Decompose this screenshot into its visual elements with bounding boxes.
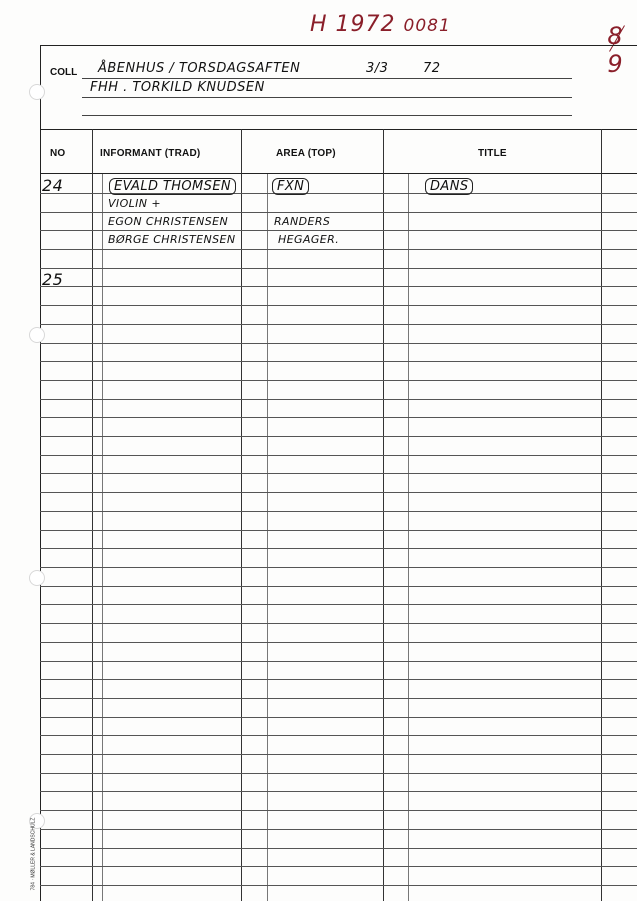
column-divider [383, 129, 384, 901]
entry-informant: EVALD THOMSEN [109, 178, 236, 195]
row-line [40, 417, 637, 418]
column-divider [241, 129, 242, 901]
archive-number-suffix: 0081 [403, 16, 451, 36]
column-header-informant: INFORMANT (TRAD) [100, 148, 201, 159]
row-line [40, 492, 637, 493]
row-line [40, 623, 637, 624]
row-line [40, 548, 637, 549]
row-line [40, 810, 637, 811]
entry-number: 24 [42, 176, 64, 195]
row-line [40, 230, 637, 231]
punch-hole [29, 570, 45, 586]
printer-imprint-text: 784 · MØLLER & LANDSCHULZ [30, 817, 37, 891]
coll-date: 3/3 [366, 61, 389, 76]
row-line [40, 455, 637, 456]
coll-underline [82, 97, 572, 98]
column-header-area: AREA (TOP) [276, 148, 336, 159]
header-bottom-line [40, 173, 637, 174]
row-line [40, 343, 637, 344]
row-line [40, 268, 637, 269]
row-line [40, 380, 637, 381]
row-line [40, 305, 637, 306]
row-line [40, 754, 637, 755]
row-line [40, 604, 637, 605]
coll-underline [82, 78, 572, 79]
coll-underline [82, 115, 572, 116]
row-line [40, 286, 637, 287]
sheet-number [598, 22, 632, 78]
row-line [40, 848, 637, 849]
row-line [40, 717, 637, 718]
row-line [40, 791, 637, 792]
row-line [40, 885, 637, 886]
row-line [40, 530, 637, 531]
row-line [40, 679, 637, 680]
coll-label: COLL [50, 67, 78, 78]
frame-top-line [40, 45, 637, 46]
entry-instrument: VIOLIN + [108, 197, 161, 210]
row-line [40, 399, 637, 400]
coll-recorder: FHH . TORKILD KNUDSEN [90, 80, 265, 95]
row-line [40, 212, 637, 213]
entry-co-informant: BØRGE CHRISTENSEN [108, 233, 236, 246]
row-line [40, 735, 637, 736]
column-header-title: TITLE [478, 148, 507, 159]
row-line [40, 642, 637, 643]
row-line [40, 829, 637, 830]
row-line [40, 511, 637, 512]
punch-hole [29, 84, 45, 100]
header-top-line [40, 129, 637, 130]
row-line [40, 661, 637, 662]
entry-co-area: RANDERS [274, 215, 331, 228]
row-line [40, 773, 637, 774]
entry-area: FXN [272, 178, 309, 195]
row-line [40, 436, 637, 437]
entry-co-informant: EGON CHRISTENSEN [108, 215, 229, 228]
coll-year: 72 [423, 61, 441, 76]
printer-imprint [22, 817, 37, 891]
sheet-number-bottom: 9 [607, 50, 623, 78]
column-divider [92, 129, 93, 901]
row-line [40, 866, 637, 867]
archive-number-main: H 1972 [310, 12, 396, 37]
row-line [40, 361, 637, 362]
row-line [40, 698, 637, 699]
entry-number: 25 [42, 270, 64, 289]
column-header-no: NO [50, 148, 66, 159]
row-line [40, 473, 637, 474]
archive-number [310, 12, 451, 37]
entry-title: DANS [425, 178, 473, 195]
row-line [40, 586, 637, 587]
row-line [40, 249, 637, 250]
entry-co-area: HEGAGER. [278, 233, 340, 246]
sheet-number-top: 8 [607, 22, 623, 50]
row-line [40, 567, 637, 568]
row-line [40, 324, 637, 325]
column-divider [601, 129, 602, 901]
coll-title: ÅBENHUS / TORSDAGSAFTEN [98, 61, 301, 76]
punch-hole [29, 327, 45, 343]
